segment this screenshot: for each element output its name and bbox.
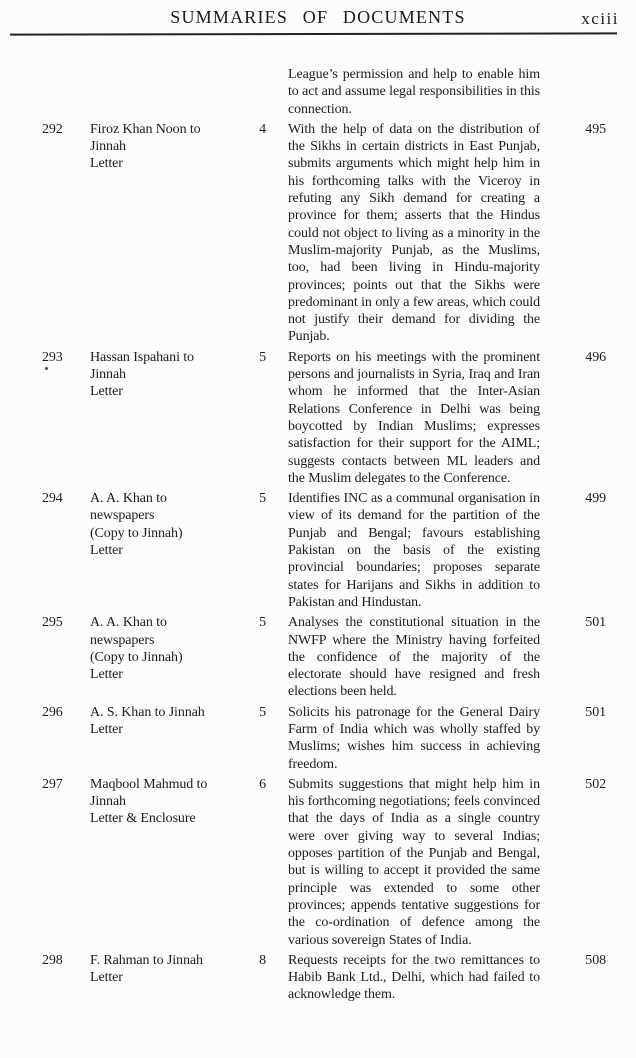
document-length: 5 — [259, 491, 266, 507]
entry-number: 295 — [42, 615, 63, 631]
correspondent-name: Firoz Khan Noon to Jinnah — [90, 121, 201, 155]
entry-number: 292 — [42, 121, 63, 137]
entry-summary: With the help of data on the distribution of the Sikhs in certain districts in East Punjab, submits arguments which might help him in his forthcoming talks with the Viceroy in refuting any Sikh demand for creating a province for them; asserts that the Hindus could not object to living as a minority in the Muslim-majority Punjab, as the Muslims, too, had been living in Hindu-majority provinces; points out that the Sikhs were predominant in only a few areas, which could not justify their demand for dividing the Punjab. — [288, 121, 540, 345]
entry-page-number: 508 — [585, 952, 606, 968]
column-gap — [274, 952, 288, 1004]
entry-page-number — [540, 66, 606, 118]
entry-number: 298 — [42, 952, 63, 968]
entry-number: 293 — [42, 349, 63, 365]
continuation-row — [42, 66, 606, 118]
entry-page-number: 501 — [585, 615, 606, 631]
document-length: 4 — [259, 121, 266, 137]
entry-page-number: 499 — [585, 491, 606, 507]
summary-entry — [42, 952, 606, 1004]
summary-entry — [42, 121, 606, 346]
summary-entry — [42, 614, 606, 700]
document-type: Letter — [90, 970, 123, 986]
entry-correspondent — [90, 349, 230, 487]
column-gap — [274, 776, 288, 949]
entry-number — [42, 66, 90, 118]
entry-page-number: 495 — [585, 121, 606, 137]
entry-summary: Reports on his meetings with the prominent persons and journalists in Syria, Iraq and Iran whom he informed that the Inter-Asian Relations Conference in Delhi was being boycotted by Indian Muslims; expresses satisfaction for their support for the AIML; suggests contacts between ML leaders and the Muslim delegates to the Conference. — [288, 349, 540, 486]
entry-correspondent — [90, 66, 230, 118]
summary-entry — [42, 490, 606, 611]
column-gap — [274, 704, 288, 773]
document-length: 6 — [259, 776, 266, 792]
entry-summary: Solicits his patronage for the General Dairy Farm of India which was wholly staffed by Muslims; wishes him success in achieving freedom. — [288, 704, 540, 772]
correspondent-name: Maqbool Mahmud to Jinnah — [90, 776, 208, 810]
correspondent-name: Hassan Ispahani to Jinnah — [90, 349, 194, 383]
entry-page-number: 502 — [585, 776, 606, 792]
entry-number: 296 — [42, 704, 63, 720]
document-type: Letter — [90, 543, 123, 559]
column-gap — [274, 349, 288, 487]
entry-number: 297 — [42, 776, 63, 792]
column-gap — [274, 614, 288, 700]
document-length: 5 — [259, 615, 266, 631]
document-type: Letter — [90, 384, 123, 400]
entry-correspondent — [90, 614, 230, 700]
summaries-list — [42, 66, 606, 1007]
document-length — [230, 66, 274, 118]
column-gap — [274, 490, 288, 611]
entry-page-number: 501 — [585, 704, 606, 720]
entry-number: 294 — [42, 491, 63, 507]
entry-correspondent — [90, 704, 230, 773]
entry-summary: Submits suggestions that might help him in his forthcoming negotiations; feels convinced that the days of India as a single country were over giving way to several Indias; opposes partition of the Punjab and Bengal, but is willing to accept it provided the same principle was extended to some other provinces; appends tentative suggestions for the co-ordination of defence among the various sovereign States of India. — [288, 776, 540, 948]
correspondent-name: A. A. Khan to newspapers — [90, 491, 167, 524]
column-gap — [274, 121, 288, 346]
document-type: Letter & Enclosure — [90, 811, 196, 827]
correspondent-name: A. A. Khan to newspapers — [90, 615, 167, 648]
entry-correspondent — [90, 952, 230, 1004]
summary-entry — [42, 704, 606, 773]
document-length: 5 — [259, 704, 266, 720]
header-rule — [10, 32, 617, 35]
summary-entry — [42, 349, 606, 487]
document-length: 5 — [259, 349, 266, 365]
entry-summary: Requests receipts for the two remittances to Habib Bank Ltd., Delhi, which had failed to acknowledge them. — [288, 952, 540, 1003]
column-gap — [274, 66, 288, 118]
correspondent-name: F. Rahman to Jinnah — [90, 952, 203, 968]
entry-correspondent — [90, 121, 230, 346]
document-type: Letter — [90, 156, 123, 172]
page-title: SUMMARIES OF DOCUMENTS — [170, 7, 466, 27]
document-type: Letter — [90, 667, 123, 683]
document-length: 8 — [259, 952, 266, 968]
entry-correspondent — [90, 776, 230, 949]
correspondent-name: A. S. Khan to Jinnah — [90, 704, 205, 720]
entry-page-number: 496 — [585, 349, 606, 365]
correspondent-note: (Copy to Jinnah) — [90, 649, 183, 665]
continuation-text: League’s permission and help to enable him to act and assume legal responsibilities in this connection. — [288, 67, 540, 117]
summary-entry — [42, 776, 606, 949]
correspondent-note: (Copy to Jinnah) — [90, 525, 183, 541]
document-type: Letter — [90, 721, 123, 737]
entry-summary: Analyses the constitutional situation in the NWFP where the Ministry having forfeited the confidence of the majority of the electorate should have resigned and fresh elections been held. — [288, 615, 540, 700]
entry-summary: Identifies INC as a communal organisation in view of its demand for the partition of the Punjab and Bengal; favours establishing Pakistan on the basis of the existing provincial boundaries; proposes separate states for Harijans and Sikhs in addition to Pakistan and Hindustan. — [288, 491, 540, 610]
folio-page-number: xciii — [581, 9, 619, 28]
entry-correspondent — [90, 490, 230, 611]
